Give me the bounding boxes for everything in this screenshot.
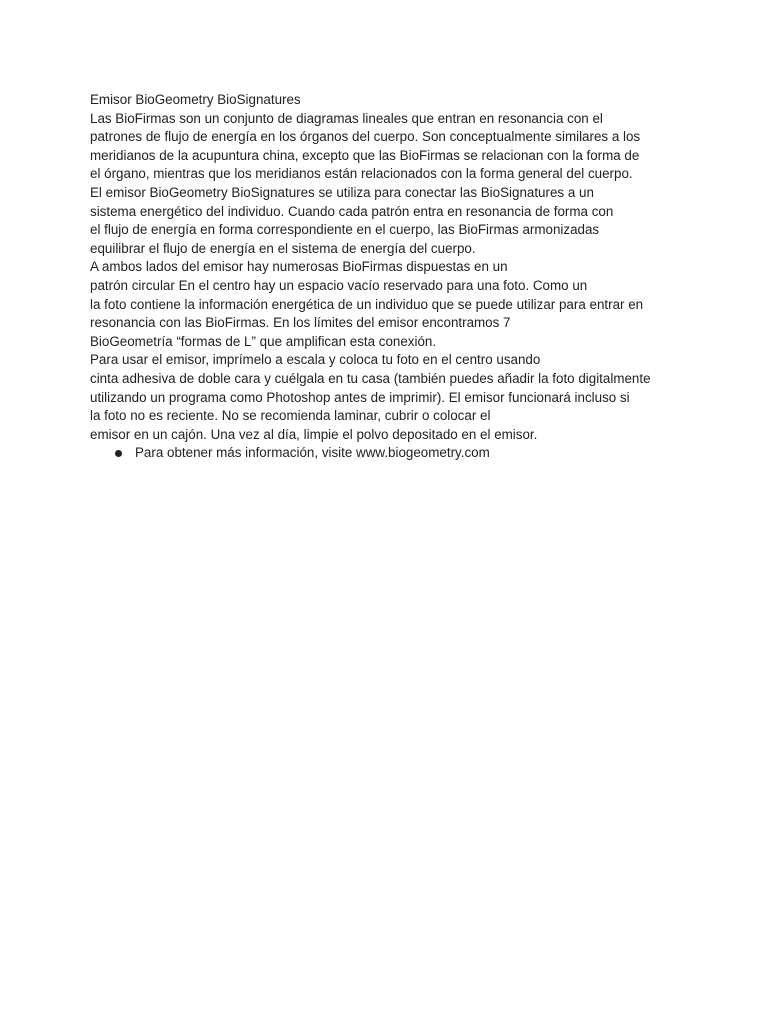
paragraph-line: meridianos de la acupuntura china, excepto que las BioFirmas se relacionan con la forma de	[90, 147, 640, 163]
paragraph-line: BioGeometría “formas de L” que amplifican esta conexión.	[90, 333, 437, 349]
document-body	[90, 91, 730, 463]
paragraph-line: la foto no es reciente. No se recomienda laminar, cubrir o colocar el	[90, 408, 491, 424]
bullet-dot-icon	[115, 450, 122, 457]
bullet-text: Para obtener más información, visite www.biogeometry.com	[135, 445, 490, 461]
paragraph-line: Las BioFirmas son un conjunto de diagramas lineales que entran en resonancia con el	[90, 110, 603, 126]
paragraph-line: sistema energético del individuo. Cuando cada patrón entra en resonancia de forma con	[90, 203, 614, 219]
paragraph-line: El emisor BioGeometry BioSignatures se utiliza para conectar las BioSignatures a un	[90, 184, 594, 200]
paragraph-line: patrón circular En el centro hay un espacio vacío reservado para una foto. Como un	[90, 277, 588, 293]
paragraph-line: equilibrar el flujo de energía en el sistema de energía del cuerpo.	[90, 240, 476, 256]
paragraph-line: resonancia con las BioFirmas. En los límites del emisor encontramos 7	[90, 315, 511, 331]
paragraph-line: la foto contiene la información energética de un individuo que se puede utilizar para entrar en	[90, 296, 644, 312]
paragraph-line: cinta adhesiva de doble cara y cuélgala en tu casa (también puedes añadir la foto digitalmente	[90, 370, 651, 386]
paragraph-line: el flujo de energía en forma correspondiente en el cuerpo, las BioFirmas armonizadas	[90, 222, 600, 238]
bullet-list-item	[90, 444, 730, 463]
paragraph-line: A ambos lados del emisor hay numerosas BioFirmas dispuestas en un	[90, 259, 508, 275]
paragraph-line: emisor en un cajón. Una vez al día, limpie el polvo depositado en el emisor.	[90, 426, 538, 442]
paragraph-line: utilizando un programa como Photoshop antes de imprimir). El emisor funcionará incluso si	[90, 389, 630, 405]
paragraph-line: Para usar el emisor, imprímelo a escala y coloca tu foto en el centro usando	[90, 352, 541, 368]
paragraph-line: el órgano, mientras que los meridianos están relacionados con la forma general del cuerpo.	[90, 166, 633, 182]
document-title: Emisor BioGeometry BioSignatures	[90, 92, 301, 107]
paragraph-line: patrones de flujo de energía en los órganos del cuerpo. Son conceptualmente similares a los	[90, 129, 641, 145]
